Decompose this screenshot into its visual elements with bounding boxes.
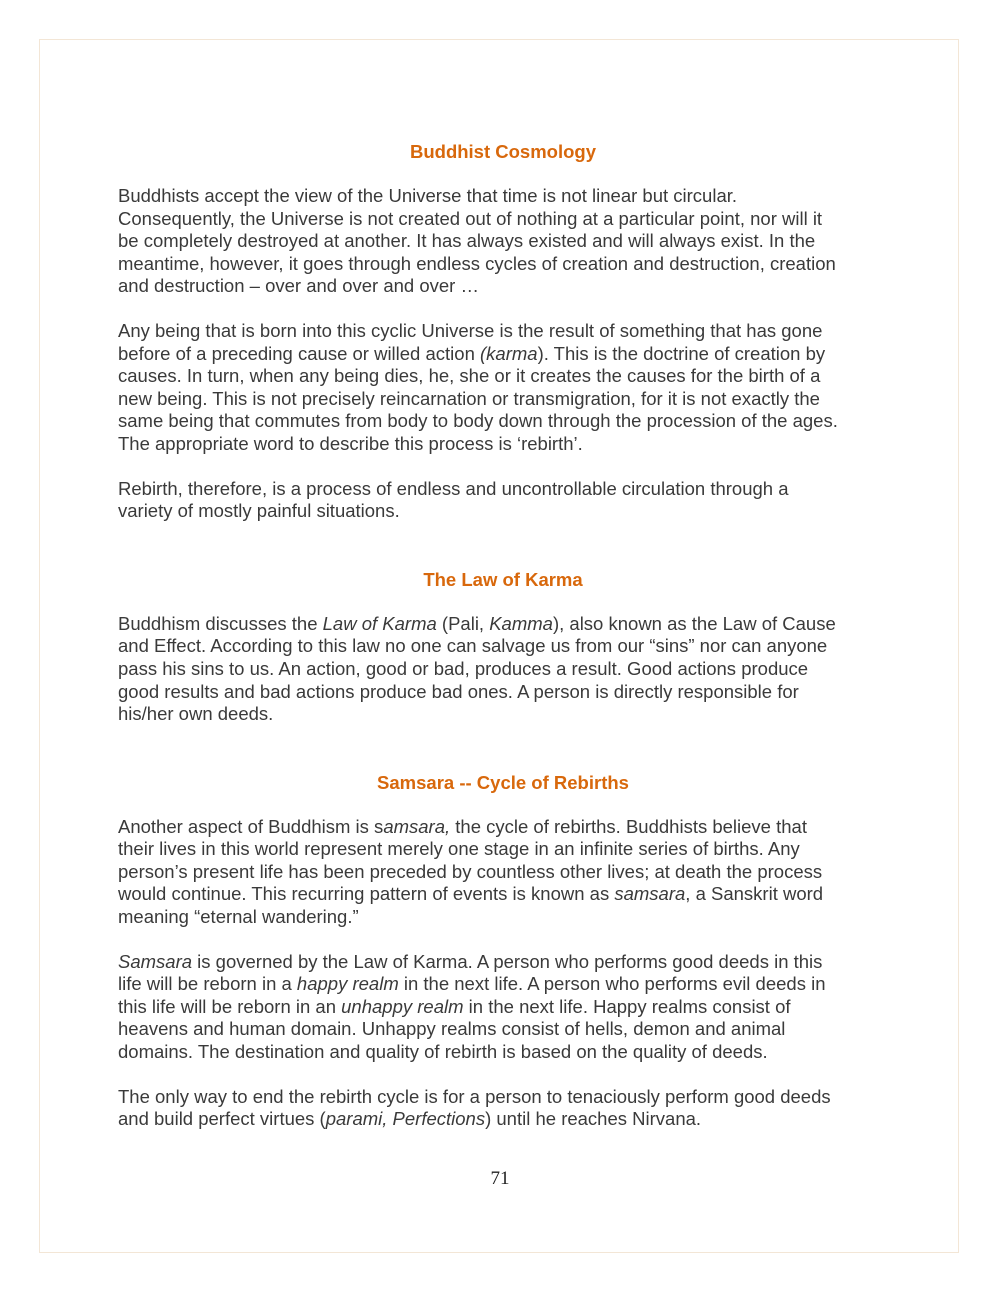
text-line: Buddhism discusses the Law of Karma (Pali, Kamma), also known as the Law of Cause	[118, 612, 836, 634]
text-line: their lives in this world represent merely one stage in an infinite series of births. Any	[118, 838, 800, 860]
text-line: meantime, however, it goes through endless cycles of creation and destruction, creation	[118, 252, 836, 274]
text-line: and Effect. According to this law no one can salvage us from our “sins” nor can anyone	[118, 635, 828, 657]
italic-term: unhappy realm	[341, 995, 464, 1017]
text-line: Any being that is born into this cyclic Universe is the result of something that has gone	[118, 319, 823, 341]
text-line: variety of mostly painful situations.	[118, 500, 400, 522]
italic-term: Kamma	[489, 612, 553, 634]
text-line: and destruction – over and over and over …	[118, 275, 479, 297]
italic-term: happy realm	[296, 973, 399, 995]
text-line: causes. In turn, when any being dies, he, she or it creates the causes for the birth of a	[118, 365, 821, 387]
text-line: before of a preceding cause or willed action (karma). This is the doctrine of creation by	[118, 342, 826, 364]
text-line: Samsara is governed by the Law of Karma. A person who performs good deeds in this	[118, 950, 823, 972]
paragraph	[118, 478, 888, 523]
text-line: meaning “eternal wandering.”	[118, 906, 359, 928]
text-line: The appropriate word to describe this process is ‘rebirth’.	[118, 432, 583, 454]
italic-term: (karma	[480, 342, 538, 364]
text-line: be completely destroyed at another. It has always existed and will always exist. In the	[118, 230, 816, 252]
text-line: pass his sins to us. An action, good or bad, produces a result. Good actions produce	[118, 657, 809, 679]
text-line: his/her own deeds.	[118, 703, 274, 725]
section-heading-cosmology: Buddhist Cosmology	[409, 141, 597, 162]
italic-term: amsara,	[383, 815, 451, 837]
text-line: heavens and human domain. Unhappy realms consist of hells, demon and animal	[118, 1018, 786, 1040]
paragraph	[118, 816, 888, 929]
paragraph	[118, 185, 888, 298]
text-line: new being. This is not precisely reincarnation or transmigration, for it is not exactly the	[118, 387, 820, 409]
paragraph	[118, 320, 888, 456]
section-heading-law-of-karma: The Law of Karma	[423, 568, 583, 590]
page-number: 71	[490, 1168, 510, 1189]
text-line: Consequently, the Universe is not created out of nothing at a particular point, nor will it	[118, 207, 823, 229]
paragraph	[118, 1086, 888, 1131]
text-line: domains. The destination and quality of rebirth is based on the quality of deeds.	[118, 1041, 768, 1063]
text-line: Rebirth, therefore, is a process of endless and uncontrollable circulation through a	[118, 477, 789, 499]
text-line: life will be reborn in a happy realm in the next life. A person who performs evil deeds in	[118, 973, 826, 995]
text-line: good results and bad actions produce bad ones. A person is directly responsible for	[118, 680, 799, 702]
italic-term: samsara	[614, 883, 686, 905]
paragraph	[118, 951, 888, 1064]
paragraph	[118, 613, 888, 726]
text-line: and build perfect virtues (parami, Perfections) until he reaches Nirvana.	[118, 1108, 702, 1130]
text-line: person’s present life has been preceded by countless other lives; at death the process	[118, 860, 823, 882]
section-heading-samsara: Samsara -- Cycle of Rebirths	[377, 771, 629, 793]
text-line: Buddhists accept the view of the Universe that time is not linear but circular.	[118, 185, 738, 206]
document-body	[118, 140, 888, 1131]
italic-term: parami, Perfections	[325, 1108, 486, 1130]
text-line: same being that commutes from body to body down through the procession of the ages.	[118, 410, 838, 432]
text-line: this life will be reborn in an unhappy realm in the next life. Happy realms consist of	[118, 995, 791, 1017]
text-line: Another aspect of Buddhism is samsara, the cycle of rebirths. Buddhists believe that	[118, 815, 807, 837]
italic-term: Samsara	[118, 950, 193, 972]
text-line: would continue. This recurring pattern of events is known as samsara, a Sanskrit word	[118, 883, 824, 905]
text-line: The only way to end the rebirth cycle is for a person to tenaciously perform good deeds	[118, 1085, 831, 1107]
italic-term: Law of Karma	[322, 612, 437, 634]
